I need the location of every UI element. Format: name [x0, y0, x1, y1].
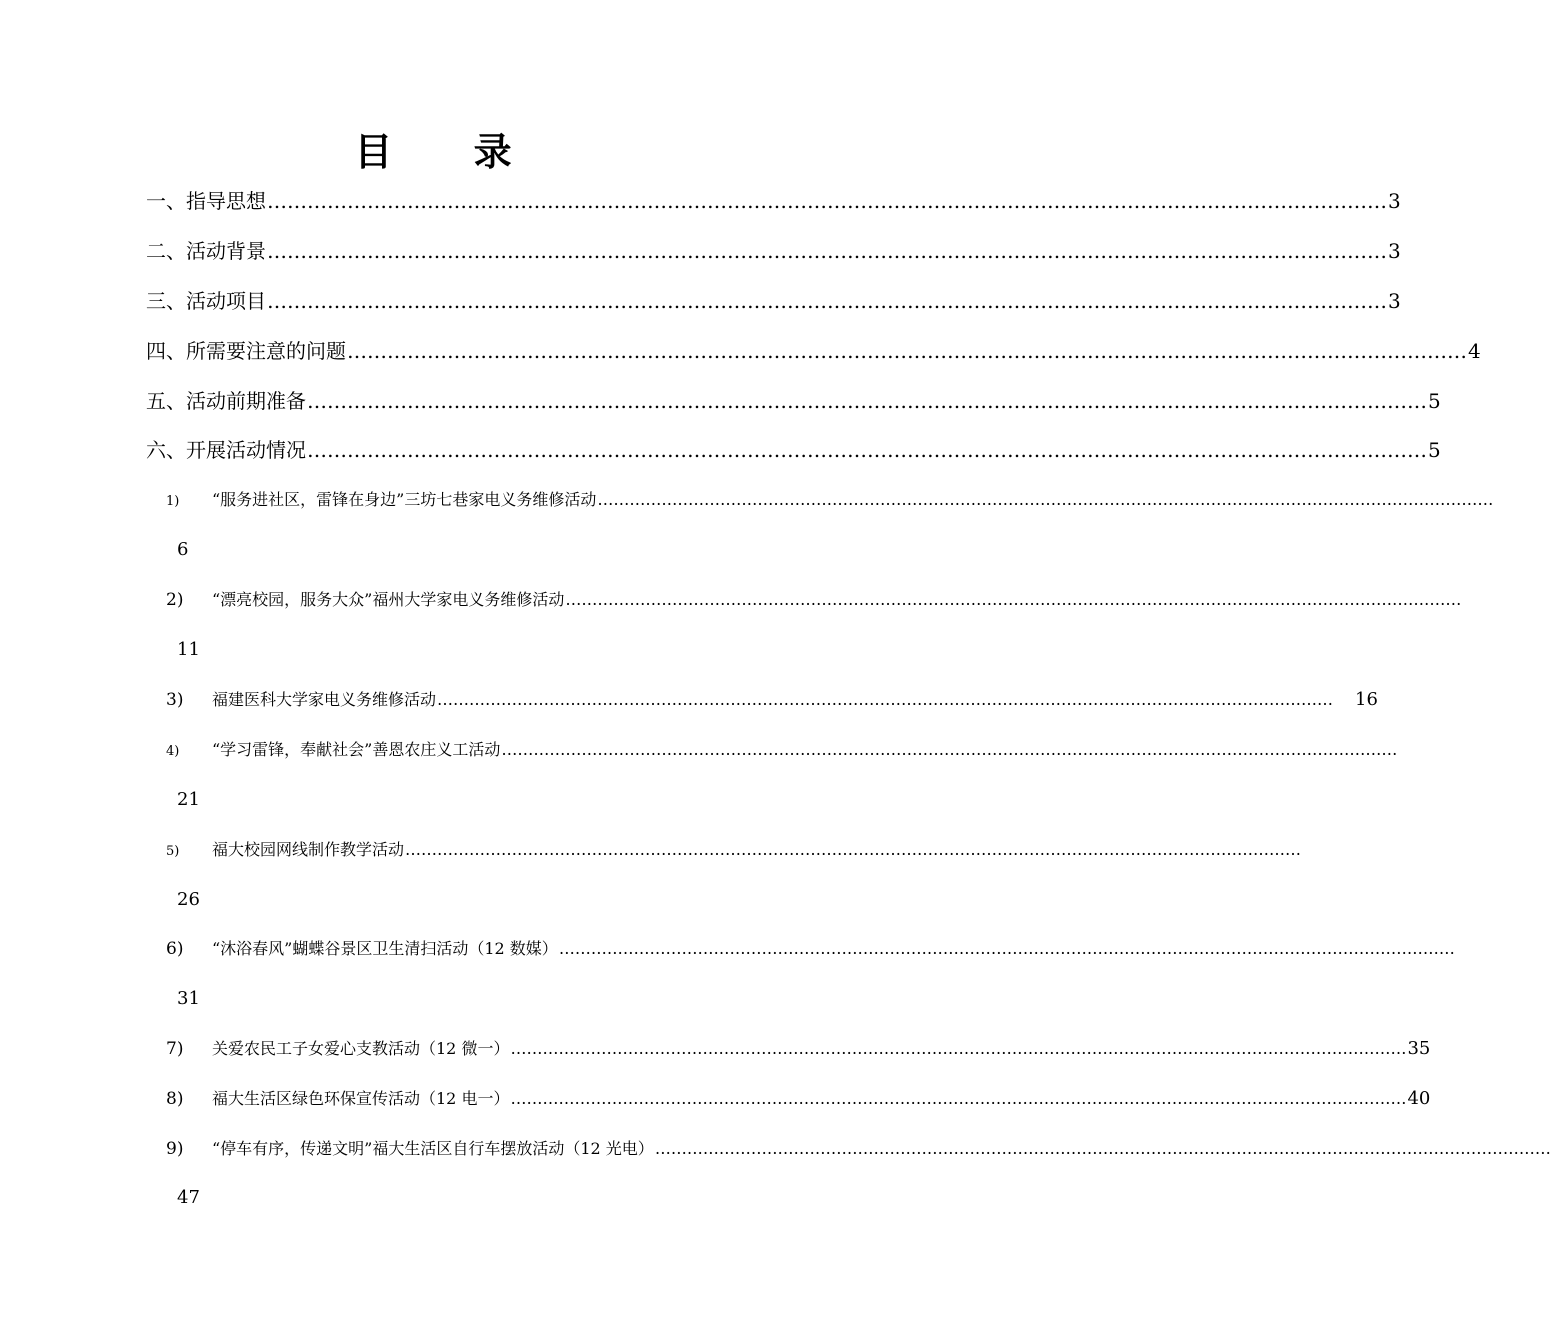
toc-subentry-page: 11	[177, 639, 200, 660]
toc-subentry[interactable]	[166, 586, 1462, 614]
toc-leader: ……………………………………………………………………………………………………………………………………………………	[307, 389, 1427, 413]
toc-entry-page: 3	[1388, 189, 1401, 213]
toc-entry[interactable]	[146, 436, 1441, 464]
toc-title: 目 录	[354, 130, 546, 174]
toc-entry-label: 二、活动背景	[146, 239, 266, 263]
toc-entry[interactable]	[146, 187, 1401, 215]
toc-leader: ……………………………………………………………………………………………………………………………………………………	[267, 289, 1387, 313]
toc-subentry-page: 31	[177, 988, 200, 1009]
toc-subentry-label: 福大校园网线制作教学活动	[212, 840, 405, 859]
toc-subentry[interactable]	[166, 1135, 1551, 1163]
toc-subentry-marker: 8)	[166, 1089, 184, 1109]
toc-entry-page: 5	[1428, 438, 1441, 462]
toc-leader: ……………………………………………………………………………………………………………………………………………………	[510, 1089, 1407, 1108]
toc-entry[interactable]	[146, 287, 1401, 315]
toc-subentry-page: 16	[1355, 689, 1378, 710]
toc-subentry[interactable]	[166, 686, 1378, 714]
toc-subentry[interactable]	[166, 486, 1494, 516]
toc-leader: ……………………………………………………………………………………………………………………………………………………	[267, 239, 1387, 263]
toc-subentry[interactable]	[166, 736, 1398, 766]
toc-subentry[interactable]	[166, 836, 1302, 866]
toc-subentry-label: 福建医科大学家电义务维修活动	[212, 690, 437, 709]
toc-entry-label: 四、所需要注意的问题	[146, 339, 346, 363]
toc-leader: ……………………………………………………………………………………………………………………………………………………	[654, 1139, 1551, 1158]
toc-subentry-page: 21	[177, 789, 200, 810]
toc-subentry-page: 26	[177, 889, 200, 910]
toc-leader: ……………………………………………………………………………………………………………………………………………………	[558, 939, 1455, 958]
toc-entry-page: 3	[1388, 239, 1401, 263]
toc-entry-label: 三、活动项目	[146, 289, 266, 313]
toc-leader: ……………………………………………………………………………………………………………………………………………………	[307, 438, 1427, 462]
toc-subentry-label: 关爱农民工子女爱心支教活动（12 微一）	[212, 1039, 510, 1058]
toc-subentry-page: 6	[177, 539, 189, 560]
toc-entry[interactable]	[146, 237, 1401, 265]
toc-entry-label: 一、指导思想	[146, 189, 266, 213]
toc-subentry-label: “漂亮校园，服务大众”福州大学家电义务维修活动	[212, 590, 565, 609]
toc-subentry-marker: 7)	[166, 1039, 184, 1059]
toc-leader: ……………………………………………………………………………………………………………………………………………………	[510, 1039, 1407, 1058]
toc-subentry-page: 40	[1407, 1088, 1431, 1109]
toc-subentry-label: “沐浴春风”蝴蝶谷景区卫生清扫活动（12 数媒）	[212, 939, 558, 958]
toc-subentry-marker: 5)	[166, 844, 180, 859]
toc-leader: ……………………………………………………………………………………………………………………………………………………	[405, 840, 1302, 859]
toc-subentry-label: “学习雷锋，奉献社会”善恩农庄义工活动	[212, 740, 501, 759]
toc-entry-page: 5	[1428, 389, 1441, 413]
toc-subentry-marker: 6)	[166, 939, 184, 959]
toc-entry-page: 3	[1388, 289, 1401, 313]
toc-entry-label: 五、活动前期准备	[146, 389, 306, 413]
toc-subentry[interactable]	[166, 1035, 1431, 1063]
toc-subentry-marker: 3)	[166, 690, 184, 710]
toc-subentry-marker: 4)	[166, 744, 180, 759]
toc-leader: ……………………………………………………………………………………………………………………………………………………	[597, 490, 1494, 509]
toc-subentry[interactable]	[166, 935, 1455, 963]
toc-subentry-label: “服务进社区，雷锋在身边”三坊七巷家电义务维修活动	[212, 490, 597, 509]
toc-entry-page: 4	[1468, 339, 1481, 363]
toc-subentry-page: 35	[1407, 1038, 1431, 1059]
toc-entry[interactable]	[146, 387, 1441, 415]
toc-entry[interactable]	[146, 337, 1481, 365]
toc-subentry-label: “停车有序，传递文明”福大生活区自行车摆放活动（12 光电）	[212, 1139, 654, 1158]
toc-entry-label: 六、开展活动情况	[146, 438, 306, 462]
toc-leader: ……………………………………………………………………………………………………………………………………………………	[501, 740, 1398, 759]
toc-subentry-marker: 9)	[166, 1139, 184, 1159]
toc-subentry-marker: 1)	[166, 494, 180, 509]
toc-subentry-marker: 2)	[166, 590, 184, 610]
toc-leader: ……………………………………………………………………………………………………………………………………………………	[437, 690, 1334, 709]
toc-leader: ……………………………………………………………………………………………………………………………………………………	[347, 339, 1467, 363]
toc-subentry[interactable]	[166, 1085, 1431, 1113]
toc-leader: ……………………………………………………………………………………………………………………………………………………	[565, 590, 1462, 609]
toc-subentry-label: 福大生活区绿色环保宣传活动（12 电一）	[212, 1089, 510, 1108]
toc-subentry-page: 47	[177, 1187, 200, 1208]
toc-leader: ……………………………………………………………………………………………………………………………………………………	[267, 189, 1387, 213]
